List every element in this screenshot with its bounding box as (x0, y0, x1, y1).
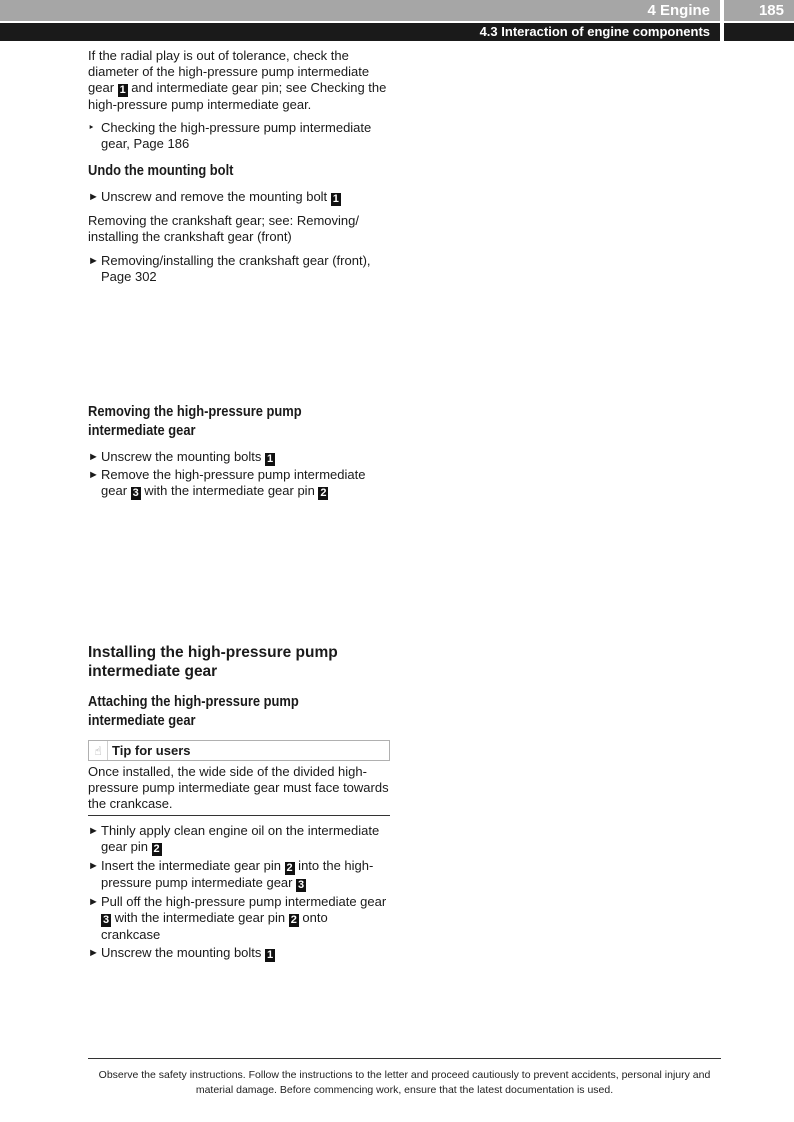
tip-label: Tip for users (112, 743, 191, 758)
step-text: Unscrew and remove the mounting bolt (101, 189, 331, 204)
intro-paragraph (88, 48, 390, 113)
section-header (0, 23, 720, 41)
section-heading: Removing the high-pressure pump intermediate gear (88, 403, 302, 439)
installing-steps (88, 823, 390, 962)
removing-step-1 (88, 449, 390, 466)
removing-heading-block (88, 402, 390, 440)
cross-reference[interactable] (88, 120, 390, 152)
item-number-badge: 2 (286, 862, 293, 874)
step-text: Thinly apply clean engine oil on the intermediate gear pin (101, 823, 380, 854)
undo-note (88, 213, 390, 245)
item-number-badge: 2 (153, 843, 160, 855)
step-text: Insert the intermediate gear pin (101, 858, 285, 873)
section-heading: Undo the mounting bolt (88, 162, 234, 179)
undo-step-1 (88, 189, 390, 206)
item-number-badge: 1 (332, 193, 339, 205)
cross-reference-link[interactable]: Removing/installing the crankshaft gear (front), Page 302 (101, 253, 371, 284)
item-number-badge: 3 (298, 879, 305, 891)
item-number-badge: 1 (266, 453, 274, 465)
subsection-heading: Attaching the high-pressure pump intermediate gear (88, 693, 299, 729)
step-text: into the high-pressure pump intermediate gear (101, 858, 374, 890)
step-text: Unscrew the mounting bolts (101, 449, 266, 464)
undo-heading-block (88, 161, 390, 180)
section-title: 4.3 Interaction of engine components (479, 24, 710, 39)
item-number-badge: 3 (132, 487, 139, 499)
cross-reference-link[interactable]: Checking the high-pressure pump intermediate gear, Page 186 (101, 120, 372, 151)
step-arrow-icon: ► (88, 255, 99, 267)
step-text: onto crankcase (101, 910, 328, 942)
chapter-header (0, 0, 720, 21)
step-arrow-icon: ► (88, 469, 99, 481)
step-arrow-icon: ► (88, 191, 99, 203)
list-item (88, 945, 390, 962)
link-marker-icon: ‣ (88, 122, 95, 134)
tip-text-block (88, 764, 390, 812)
step-text: Pull off the high-pressure pump intermediate gear (101, 894, 387, 909)
step-arrow-icon: ► (88, 896, 99, 908)
chapter-title: 4 Engine (647, 2, 710, 19)
step-arrow-icon: ► (88, 825, 99, 837)
attaching-heading-block (88, 692, 390, 730)
step-text: with the intermediate gear pin (140, 483, 319, 498)
page-number-box (724, 0, 794, 21)
step-text: Unscrew the mounting bolts (101, 945, 266, 960)
list-item (88, 894, 390, 943)
step-text: with the intermediate gear pin (111, 910, 289, 925)
list-item (88, 823, 390, 856)
tip-box (88, 740, 390, 761)
step-arrow-icon: ► (88, 860, 99, 872)
list-item (88, 858, 390, 892)
installing-heading-block (88, 643, 378, 681)
step-arrow-icon: ► (88, 947, 99, 959)
safety-footer: Observe the safety instructions. Follow the instructions to the letter and proceed cautiously to prevent accidents, personal injury and material damage. Before commencing work, ensure that the latest documentation is used. (98, 1069, 711, 1096)
hand-pointer-icon: ☝ (89, 741, 108, 760)
removing-step-2 (88, 467, 390, 500)
footer-divider (88, 1058, 721, 1059)
tip-divider (88, 815, 390, 816)
step-text: Remove the high-pressure pump intermediate gear (101, 467, 366, 498)
item-number-badge: 2 (290, 914, 297, 926)
section-header-extension (724, 23, 794, 41)
page-number: 185 (758, 2, 784, 19)
item-number-badge: 2 (320, 487, 327, 499)
item-number-badge: 1 (119, 84, 126, 96)
note-text: Removing the crankshaft gear; see: Removing/ installing the crankshaft gear (front) (88, 213, 359, 244)
step-arrow-icon: ► (88, 451, 99, 463)
intro-text-b: and intermediate gear pin; see Checking the high-pressure pump intermediate gear. (88, 80, 387, 112)
item-number-badge: 3 (102, 914, 110, 926)
undo-step-2[interactable] (88, 253, 390, 285)
tip-text: Once installed, the wide side of the divided high-pressure pump intermediate gear must face towards the crankcase. (88, 764, 389, 811)
intro-text-a: If the radial play is out of tolerance, check the diameter of the high-pressure pump intermediate gear (88, 48, 370, 95)
item-number-badge: 1 (266, 949, 274, 961)
section-heading: Installing the high-pressure pump intermediate gear (88, 644, 338, 680)
